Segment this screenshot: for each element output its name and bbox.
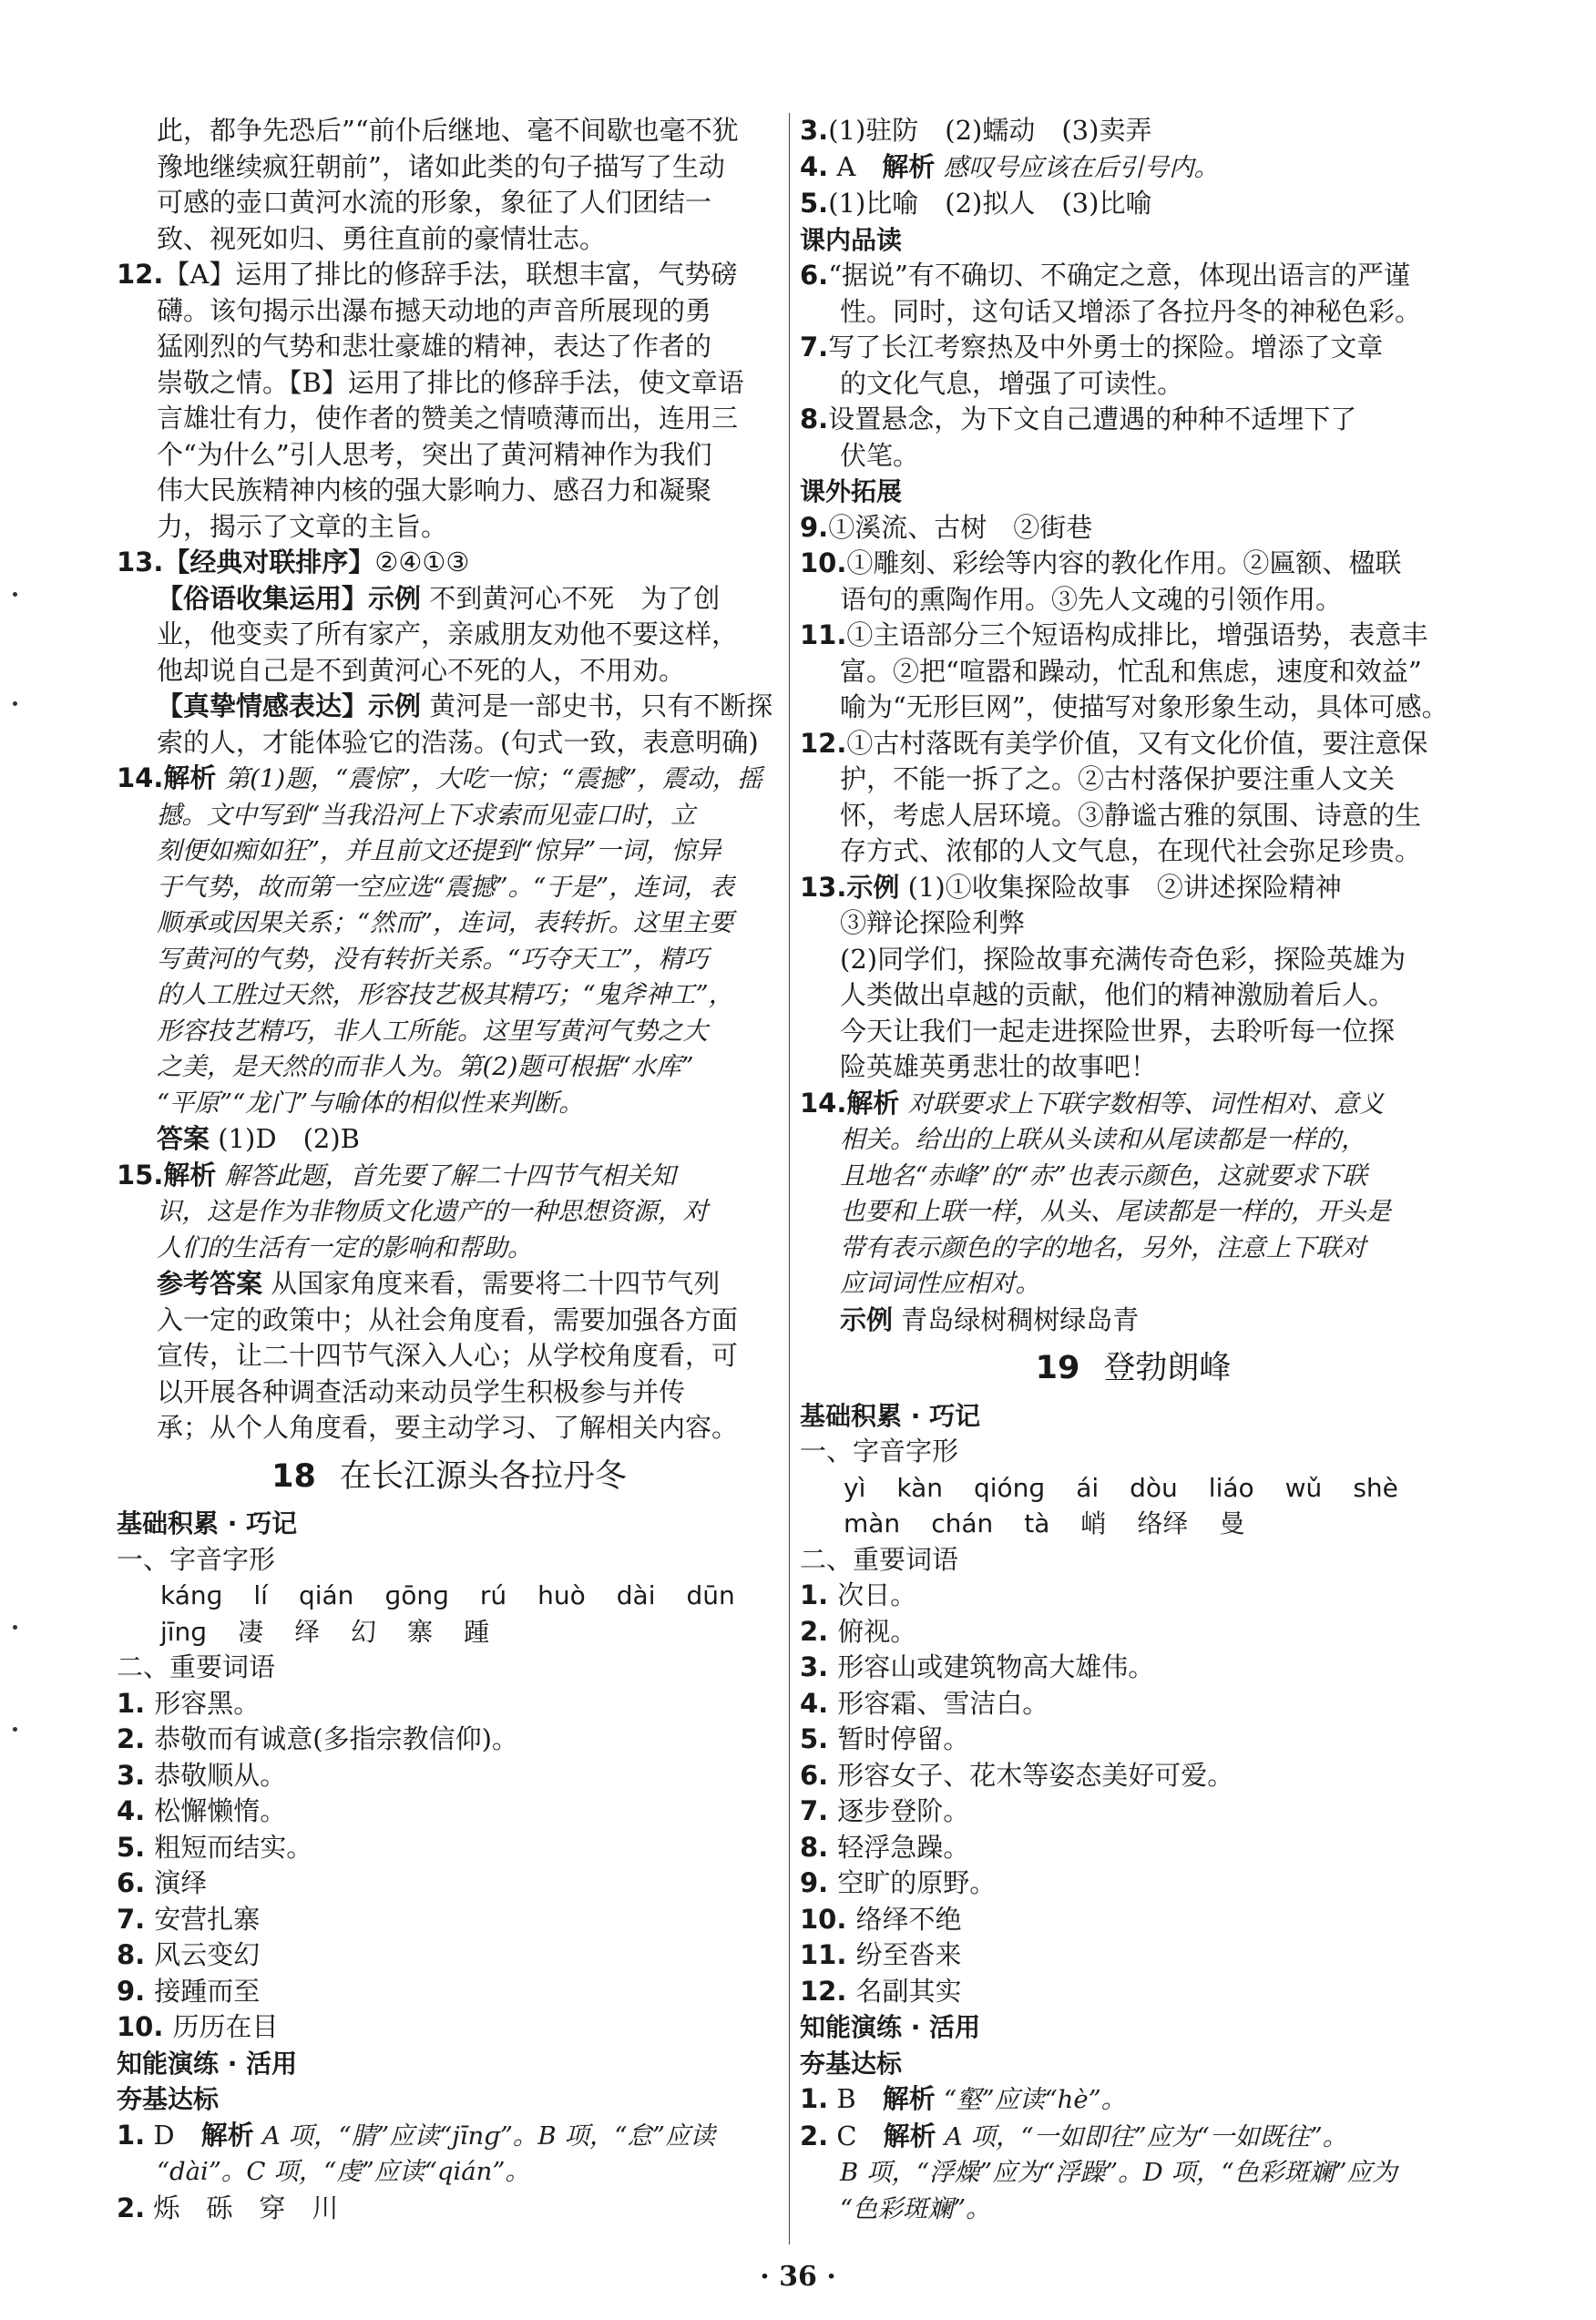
left-column: 此，都争先恐后”“前仆后继地、毫不间歇也毫不犹 豫地继续疯狂朝前”，诸如此类的句子描写了生动 可感的壶口黄河水流的形象，象征了人们团结一 致、视死如归、勇往直前的豪情壮志。 12.【A】运用了排比的修辞手法，联想丰富，气势磅 礴。该句揭示出瀑布撼天动地的声音所展现的勇 猛刚烈的气势和悲壮豪雄的精神，表达了作者的 崇敬之情。【B】运用了排比的修辞手法，使文章语 言雄壮有力，使作者的赞美之情喷薄而出，连用三 个“为什么”引人思考，突出了黄河精神作为我们 伟大民族精神内核的强大影响力、感召力和凝聚 力，揭示了文章的主旨。 13.【经典对联排序】②④①③ 【俗语收集运用】示例 不到黄河心不死 为了创 业，他变卖了所有家产，亲戚朋友劝他不要这样， 他却说自己是不到黄河心不死的人，不用劝。 【真挚情感表达】示例 黄河是一部史书，只有不断探 索的人，才能体验它的浩荡。(句式一致，表意明确) 14.解析 第(1)题，“震惊”，大吃一惊；“震撼”，震动，摇 撼。文中写到“当我沿河上下求索而见壶口时，立 刻便如痴如狂”，并且前文还提到“惊异”一词，惊异 于气势，故而第一空应选“震撼”。“于是”，连词，表 顺承或因果关系；“然而”，连词，表转折。这里主要 写黄河的气势，没有转折关系。“巧夺天工”，精巧 的人工胜过天然，形容技艺极其精巧；“鬼斧神工”， 形容技艺精巧，非人工所能。这里写黄河气势之大 之美，是天然的而非人为。第(2)题可根据“水库” “平原”“龙门”与喻体的相似性来判断。 答案 (1)D (2)B 15.解析 解答此题，首先要了解二十四节气相关知 识，这是作为非物质文化遗产的一种思想资源，对 人们的生活有一定的影响和帮助。 参考答案 从国家角度来看，需要将二十四节气列 入一定的政策中；从社会角度看，需要加强各方面 宣传，让二十四节气深入人心；从学校角度看，可 以开展各种调查活动来动员学生积极参与并传 承；从个人角度看，要主动学习、了解相关内容。 18 在长江源头各拉丹冬 基础积累 · 巧记 一、字音字形 kánɡ lí qián ɡōnɡ rú huò dài dūn jīnɡ 凄 绎 幻 寨 踵 二、重要词语 1. 形容黑。 2. 恭敬而有诚意(多指宗教信仰)。 3. 恭敬顺从。 4. 松懈懒惰。 5. 粗短而结实。 6. 演绎 7. 安营扎寨 8. 风云变幻 9. 接踵而至 10. 历历在目 知能演练 · 活用 夯基达标 1. D 解析 A 项，“腈”应读“jīnɡ”。B 项，“怠”应读 “dài”。C 项，“虔”应读“qián”。 2. 烁 砾 穿 川 xyxy=(117,113,782,2226)
word-item: 名副其实 xyxy=(855,1975,962,2007)
word-item: 次日。 xyxy=(837,1579,917,1610)
margin-dot xyxy=(13,1625,17,1630)
word-item: 形容霜、雪洁白。 xyxy=(837,1687,1049,1719)
answer-8: 8.设置悬念，为下文自己遭遇的种种不适埋下了 伏笔。 xyxy=(800,404,1357,471)
answer-1: 1. D 解析 A 项，“腈”应读“jīnɡ”。B 项，“怠”应读 “dài”。C 项，“虔”应读“qián”。 xyxy=(117,2119,715,2186)
answer-1: 1. B 解析 “壑”应读“hè”。 xyxy=(800,2083,1127,2114)
answer-2: 2. 烁 砾 穿 川 xyxy=(117,2192,339,2223)
answer-12: 12.①古村落既有美学价值，又有文化价值，要注意保 护，不能一拆了之。②古村落保护要注重人文关 怀，考虑人居环境。③静谧古雅的氛围、诗意的生 存方式、浓郁的人文气息，在现代社会弥足珍贵。 xyxy=(800,727,1428,866)
word-item: 风云变幻 xyxy=(154,1939,261,1970)
word-item: 松懈懒惰。 xyxy=(154,1795,287,1826)
right-column: 3.(1)驻防 (2)蠕动 (3)卖弄 4. A 解析 感叹号应该在后引号内。 5.(1)比喻 (2)拟人 (3)比喻 课内品读 6.“据说”有不确切、不确定之意，体现出语言的严谨 性。同时，这句话又增添了各拉丹冬的神秘色彩。 7.写了长江考察热及中外勇士的探险。增添了文章 的文化气息，增强了可读性。 8.设置悬念，为下文自己遭遇的种种不适埋下了 伏笔。 课外拓展 9.①溪流、古树 ②街巷 10.①雕刻、彩绘等内容的教化作用。②匾额、楹联 语句的熏陶作用。③先人文魂的引领作用。 11.①主语部分三个短语构成排比，增强语势，表意丰 富。②把“喧嚣和躁动，忙乱和焦虑，速度和效益” 喻为“无形巨网”，使描写对象形象生动，具体可感。 12.①古村落既有美学价值，又有文化价值，要注意保 护，不能一拆了之。②古村落保护要注重人文关 怀，考虑人居环境。③静谧古雅的氛围、诗意的生 存方式、浓郁的人文气息，在现代社会弥足珍贵。 13.示例 (1)①收集探险故事 ②讲述探险精神 ③辩论探险利弊 (2)同学们，探险故事充满传奇色彩，探险英雄为 人类做出卓越的贡献，他们的精神激励着后人。 今天让我们一起走进探险世界，去聆听每一位探 险英雄英勇悲壮的故事吧！ 14.解析 对联要求上下联字数相等、词性相对、意义 相关。给出的上联从头读和从尾读都是一样的， 且地名“赤峰”的“赤”也表示颜色，这就要求下联 也要和上联一样，从头、尾读都是一样的，开头是 带有表示颜色的字的地名，另外，注意上下联对 应词词性应相对。 示例 青岛绿树稠树绿岛青 19 登勃朗峰 基础积累 · 巧记 一、字音字形 yì kàn qiónɡ ái dòu liáo wǔ shè màn chán tà 峭 络绎 曼 二、重要词语 1. 次日。 2. 俯视。 3. 形容山或建筑物高大雄伟。 4. 形容霜、雪洁白。 5. 暂时停留。 6. 形容女子、花木等姿态美好可爱。 7. 逐步登阶。 8. 轻浮急躁。 9. 空旷的原野。 10. 络绎不绝 11. 纷至沓来 12. 名副其实 知能演练 · 活用 夯基达标 1. B 解析 “壑”应读“hè”。 2. C 解析 A 项，“一如即往”应为“一如既往”。 B 项，“浮燥”应为“浮躁”。D 项，“色彩斑斓”应为 “色彩斑斓”。 xyxy=(800,113,1467,2227)
word-item: 演绎 xyxy=(154,1867,208,1898)
answer-6: 6.“据说”有不确切、不确定之意，体现出语言的严谨 性。同时，这句话又增添了各拉丹冬的神秘色彩。 xyxy=(800,260,1422,327)
section-practice: 知能演练 · 活用 xyxy=(117,2048,298,2079)
answer-11: 11.①主语部分三个短语构成排比，增强语势，表意丰 富。②把“喧嚣和躁动，忙乱和焦虑，速度和效益” 喻为“无形巨网”，使描写对象形象生动，具体可感。 xyxy=(800,619,1448,722)
word-item: 形容黑。 xyxy=(154,1687,261,1719)
subsection-basic-target: 夯基达标 xyxy=(800,2048,903,2079)
answer-14: 14.解析 第(1)题，“震惊”，大吃一惊；“震撼”，震动，摇 撼。文中写到“当我沿河上下求索而见壶口时，立 刻便如痴如狂”，并且前文还提到“惊异”一词，惊异 于气势，故而第一空应选“震撼”。“于是”，连词，表 顺承或因果关系；“然而”，连词，表转折。这里主要 写黄河的气势，没有转折关系。“巧夺天工”，精巧 的人工胜过天然，形容技艺极其精巧；“鬼斧神工”， 形容技艺精巧，非人工所能。这里写黄河气势之大 之美，是天然的而非人为。第(2)题可根据“水库” “平原”“龙门”与喻体的相似性来判断。 答案 (1)D (2)B xyxy=(117,762,762,1154)
word-item: 恭敬顺从。 xyxy=(154,1759,287,1791)
answer-13: 13.【经典对联排序】②④①③ 【俗语收集运用】示例 不到黄河心不死 为了创 业，他变卖了所有家产，亲戚朋友劝他不要这样， 他却说自己是不到黄河心不死的人，不用劝。 【真挚情感表达】示例 黄河是一部史书，只有不断探 索的人，才能体验它的浩荡。(句式一致，表意明确) xyxy=(117,547,773,758)
answer-7: 7.写了长江考察热及中外勇士的探险。增添了文章 的文化气息，增强了可读性。 xyxy=(800,332,1384,399)
margin-dot xyxy=(13,1727,17,1732)
answer-9: 9.①溪流、古树 ②街巷 xyxy=(800,511,1093,543)
subsection-basic-target: 夯基达标 xyxy=(117,2084,220,2114)
answer-2: 2. C 解析 A 项，“一如即往”应为“一如既往”。 B 项，“浮燥”应为“浮躁”。D 项，“色彩斑斓”应为 “色彩斑斓”。 xyxy=(800,2120,1397,2223)
answer-5: 5.(1)比喻 (2)拟人 (3)比喻 xyxy=(800,188,1152,219)
answer-3: 3.(1)驻防 (2)蠕动 (3)卖弄 xyxy=(800,115,1152,146)
word-item: 形容山或建筑物高大雄伟。 xyxy=(837,1651,1155,1682)
subsection-pinyin: 一、字音字形 xyxy=(117,1543,276,1575)
word-item: 空旷的原野。 xyxy=(837,1867,997,1898)
word-item: 历历在目 xyxy=(172,2011,279,2042)
section-extension: 课外拓展 xyxy=(800,476,903,506)
section-in-class-reading: 课内品读 xyxy=(800,224,903,255)
lesson-18-heading: 18 在长江源头各拉丹冬 xyxy=(271,1457,627,1495)
answer-4: 4. A 解析 感叹号应该在后引号内。 xyxy=(800,150,1220,182)
margin-dot xyxy=(13,592,17,597)
subsection-pinyin: 一、字音字形 xyxy=(800,1436,959,1467)
margin-dot xyxy=(13,701,17,706)
pinyin-row: jīnɡ 凄 绎 幻 寨 踵 xyxy=(160,1616,490,1647)
subsection-words: 二、重要词语 xyxy=(117,1651,276,1682)
pinyin-row: yì kàn qiónɡ ái dòu liáo wǔ shè xyxy=(844,1472,1398,1503)
answer-12: 12.【A】运用了排比的修辞手法，联想丰富，气势磅 礴。该句揭示出瀑布撼天动地的声音所展现的勇 猛刚烈的气势和悲壮豪雄的精神，表达了作者的 崇敬之情。【B】运用了排比的修辞手法，使文章语 言雄壮有力，使作者的赞美之情喷薄而出，连用三 个“为什么”引人思考，突出了黄河精神作为我们 伟大民族精神内核的强大影响力、感召力和凝聚 力，揭示了文章的主旨。 xyxy=(117,259,744,542)
answer-13: 13.示例 (1)①收集探险故事 ②讲述探险精神 ③辩论探险利弊 (2)同学们，探险故事充满传奇色彩，探险英雄为 人类做出卓越的贡献，他们的精神激励着后人。 今天让我们一起走进探险世界，去聆听每一位探 险英雄英勇悲壮的故事吧！ xyxy=(800,871,1407,1082)
pinyin-row: kánɡ lí qián ɡōnɡ rú huò dài dūn xyxy=(160,1580,735,1610)
answer-15: 15.解析 解答此题，首先要了解二十四节气相关知 识，这是作为非物质文化遗产的一种思想资源，对 人们的生活有一定的影响和帮助。 参考答案 从国家角度来看，需要将二十四节气列 入一定的政策中；从社会角度看，需要加强各方面 宣传，让二十四节气深入人心；从学校角度看，可 以开展各种调查活动来动员学生积极参与并传 承；从个人角度看，要主动学习、了解相关内容。 xyxy=(117,1159,739,1443)
page-number: · 36 · xyxy=(760,2261,836,2293)
word-item: 暂时停留。 xyxy=(837,1723,970,1754)
word-item: 俯视。 xyxy=(837,1615,917,1647)
word-item: 逐步登阶。 xyxy=(837,1795,970,1826)
pinyin-row: màn chán tà 峭 络绎 曼 xyxy=(844,1508,1245,1538)
word-item: 安营扎寨 xyxy=(154,1903,261,1935)
word-item: 纷至沓来 xyxy=(855,1939,962,1970)
word-item: 恭敬而有诚意(多指宗教信仰)。 xyxy=(154,1723,518,1754)
subsection-words: 二、重要词语 xyxy=(800,1543,959,1575)
answer-14: 14.解析 对联要求上下联字数相等、词性相对、意义 相关。给出的上联从头读和从尾读都是一样的， 且地名“赤峰”的“赤”也表示颜色，这就要求下联 也要和上联一样，从头、尾读都是一样的，开头是 带有表示颜色的字的地名，另外，注意上下联对 应词词性应相对。 示例 青岛绿树稠树绿岛青 xyxy=(800,1087,1391,1335)
section-basic: 基础积累 · 巧记 xyxy=(800,1400,981,1431)
column-divider xyxy=(789,113,790,2244)
section-basic: 基础积累 · 巧记 xyxy=(117,1508,298,1538)
word-item: 轻浮急躁。 xyxy=(837,1831,970,1863)
word-item: 形容女子、花木等姿态美好可爱。 xyxy=(837,1759,1234,1791)
word-item: 络绎不绝 xyxy=(855,1903,962,1935)
answer-11-continued: 此，都争先恐后”“前仆后继地、毫不间歇也毫不犹 豫地继续疯狂朝前”，诸如此类的句子描写了生动 可感的壶口黄河水流的形象，象征了人们团结一 致、视死如归、勇往直前的豪情壮志。 xyxy=(157,115,739,254)
section-practice: 知能演练 · 活用 xyxy=(800,2012,981,2042)
word-item: 粗短而结实。 xyxy=(154,1831,313,1863)
lesson-19-heading: 19 登勃朗峰 xyxy=(1035,1350,1232,1386)
answer-10: 10.①雕刻、彩绘等内容的教化作用。②匾额、楹联 语句的熏陶作用。③先人文魂的引领作用。 xyxy=(800,547,1402,615)
word-item: 接踵而至 xyxy=(154,1975,261,2007)
